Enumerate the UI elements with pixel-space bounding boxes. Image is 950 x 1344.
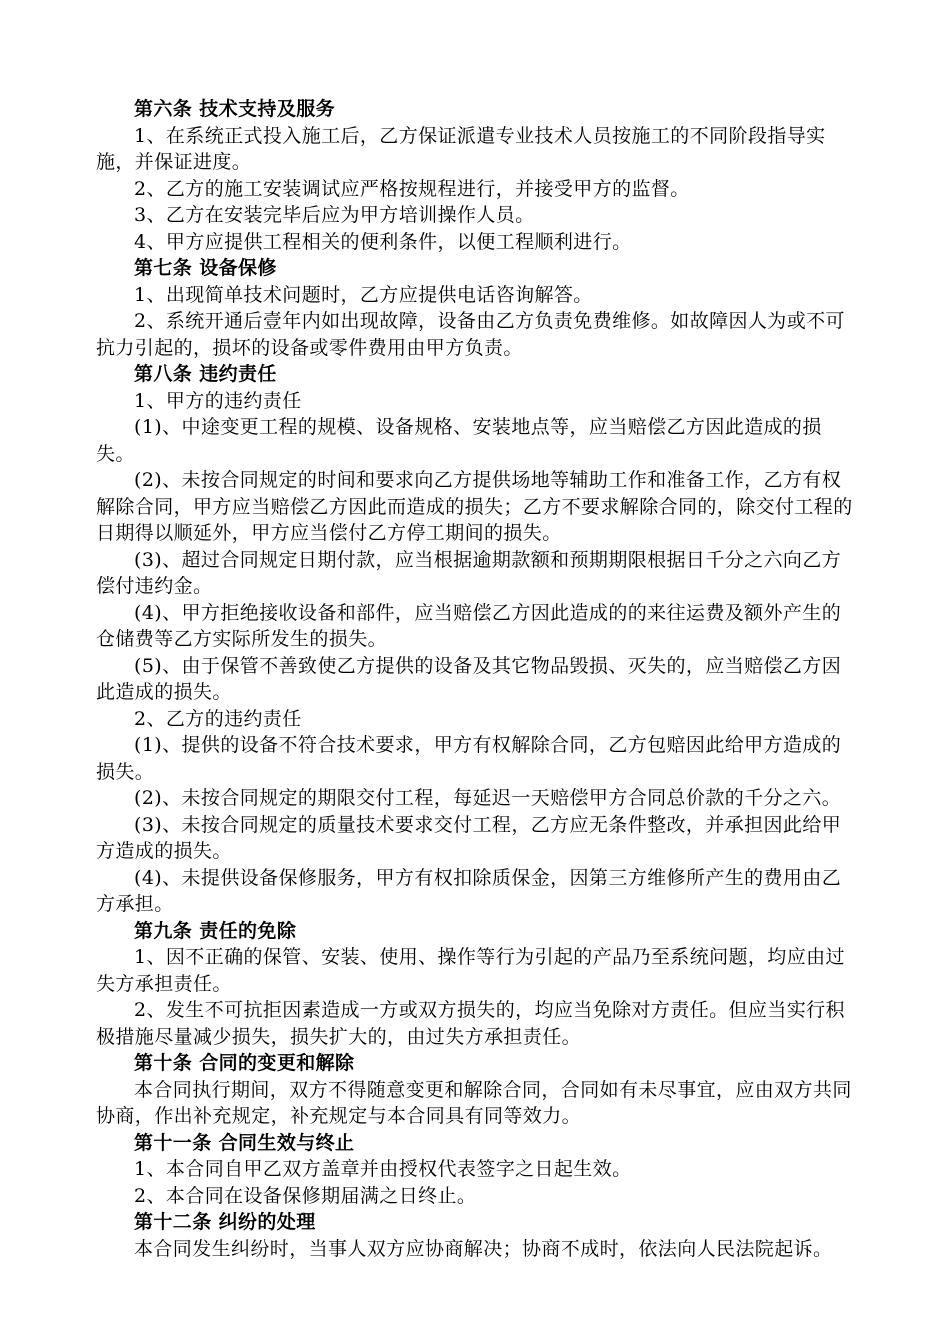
clause-paragraph: 4、甲方应提供工程相关的便利条件，以便工程顺利进行。 [134,230,632,253]
clause-paragraph: (1)、中途变更工程的规模、设备规格、安装地点等，应当赔偿乙方因此造成的损失。 [96,416,822,465]
clause-paragraph: (5)、由于保管不善致使乙方提供的设备及其它物品毁损、灭失的，应当赔偿乙方因此造成的损失。 [96,654,842,703]
clause-paragraph: (3)、未按合同规定的质量技术要求交付工程，乙方应无条件整改，并承担因此给甲方造成的损失。 [96,813,842,862]
clause-paragraph: 2、发生不可抗拒因素造成一方或双方损失的，均应当免除对方责任。但应当实行积极措施尽量减少损失，损失扩大的，由过失方承担责任。 [96,999,845,1048]
clause-paragraph: 本合同发生纠纷时，当事人双方应协商解决；协商不成时，依法向人民法院起诉。 [134,1237,833,1260]
clause-paragraph: (4)、甲方拒绝接收设备和部件，应当赔偿乙方因此造成的的来往运费及额外产生的仓储费等乙方实际所发生的损失。 [96,601,842,650]
clause-paragraph: 1、出现简单技术问题时，乙方应提供电话咨询解答。 [134,283,593,306]
clause-paragraph: 1、本合同自甲乙双方盖章并由授权代表签字之日起生效。 [134,1158,632,1180]
contract-body [96,96,856,1262]
clause-paragraph: 2、本合同在设备保修期届满之日终止。 [134,1184,477,1207]
section-heading: 第十条 合同的变更和解除 [134,1052,355,1074]
section-heading: 第六条 技术支持及服务 [134,98,336,120]
clause-paragraph: 本合同执行期间，双方不得随意变更和解除合同，合同如有未尽事宜，应由双方共同协商，作出补充规定，补充规定与本合同具有同等效力。 [96,1078,852,1127]
clause-paragraph: 2、系统开通后壹年内如出现故障，设备由乙方负责免费维修。如故障因人为或不可抗力引起的，损坏的设备或零件费用由甲方负责。 [96,310,845,359]
clause-paragraph: 3、乙方在安装完毕后应为甲方培训操作人员。 [134,204,535,226]
subsection-title: 1、甲方的违约责任 [134,389,302,412]
clause-paragraph: (2)、未按合同规定的期限交付工程，每延迟一天赔偿甲方合同总价款的千分之六。 [134,787,842,809]
clause-paragraph: 1、因不正确的保管、安装、使用、操作等行为引起的产品乃至系统问题，均应由过失方承担责任。 [96,946,845,995]
clause-paragraph: (4)、未提供设备保修服务，甲方有权扣除质保金，因第三方维修所产生的费用由乙方承担。 [96,866,842,915]
subsection-title: 2、乙方的违约责任 [134,707,302,730]
section-heading: 第九条 责任的免除 [134,919,297,942]
clause-paragraph: (3)、超过合同规定日期付款，应当根据逾期款额和预期期限根据日千分之六向乙方偿付违约金。 [96,548,842,597]
clause-paragraph: (2)、未按合同规定的时间和要求向乙方提供场地等辅助工作和准备工作，乙方有权解除合同，甲方应当赔偿乙方因此而造成的损失；乙方不要求解除合同的，除交付工程的日期得以顺延外，甲方应当偿付乙方停工期间的损失。 [96,469,853,544]
section-heading: 第七条 设备保修 [134,257,277,279]
section-heading: 第十一条 合同生效与终止 [134,1131,355,1154]
clause-paragraph: 2、乙方的施工安装调试应严格按规程进行，并接受甲方的监督。 [134,177,690,200]
clause-paragraph: 1、在系统正式投入施工后，乙方保证派遣专业技术人员按施工的不同阶段指导实施，并保证进度。 [96,124,826,173]
clause-paragraph: (1)、提供的设备不符合技术要求，甲方有权解除合同，乙方包赔因此给甲方造成的损失。 [96,734,842,783]
section-heading: 第八条 违约责任 [134,363,277,385]
section-heading: 第十二条 纠纷的处理 [134,1211,316,1233]
